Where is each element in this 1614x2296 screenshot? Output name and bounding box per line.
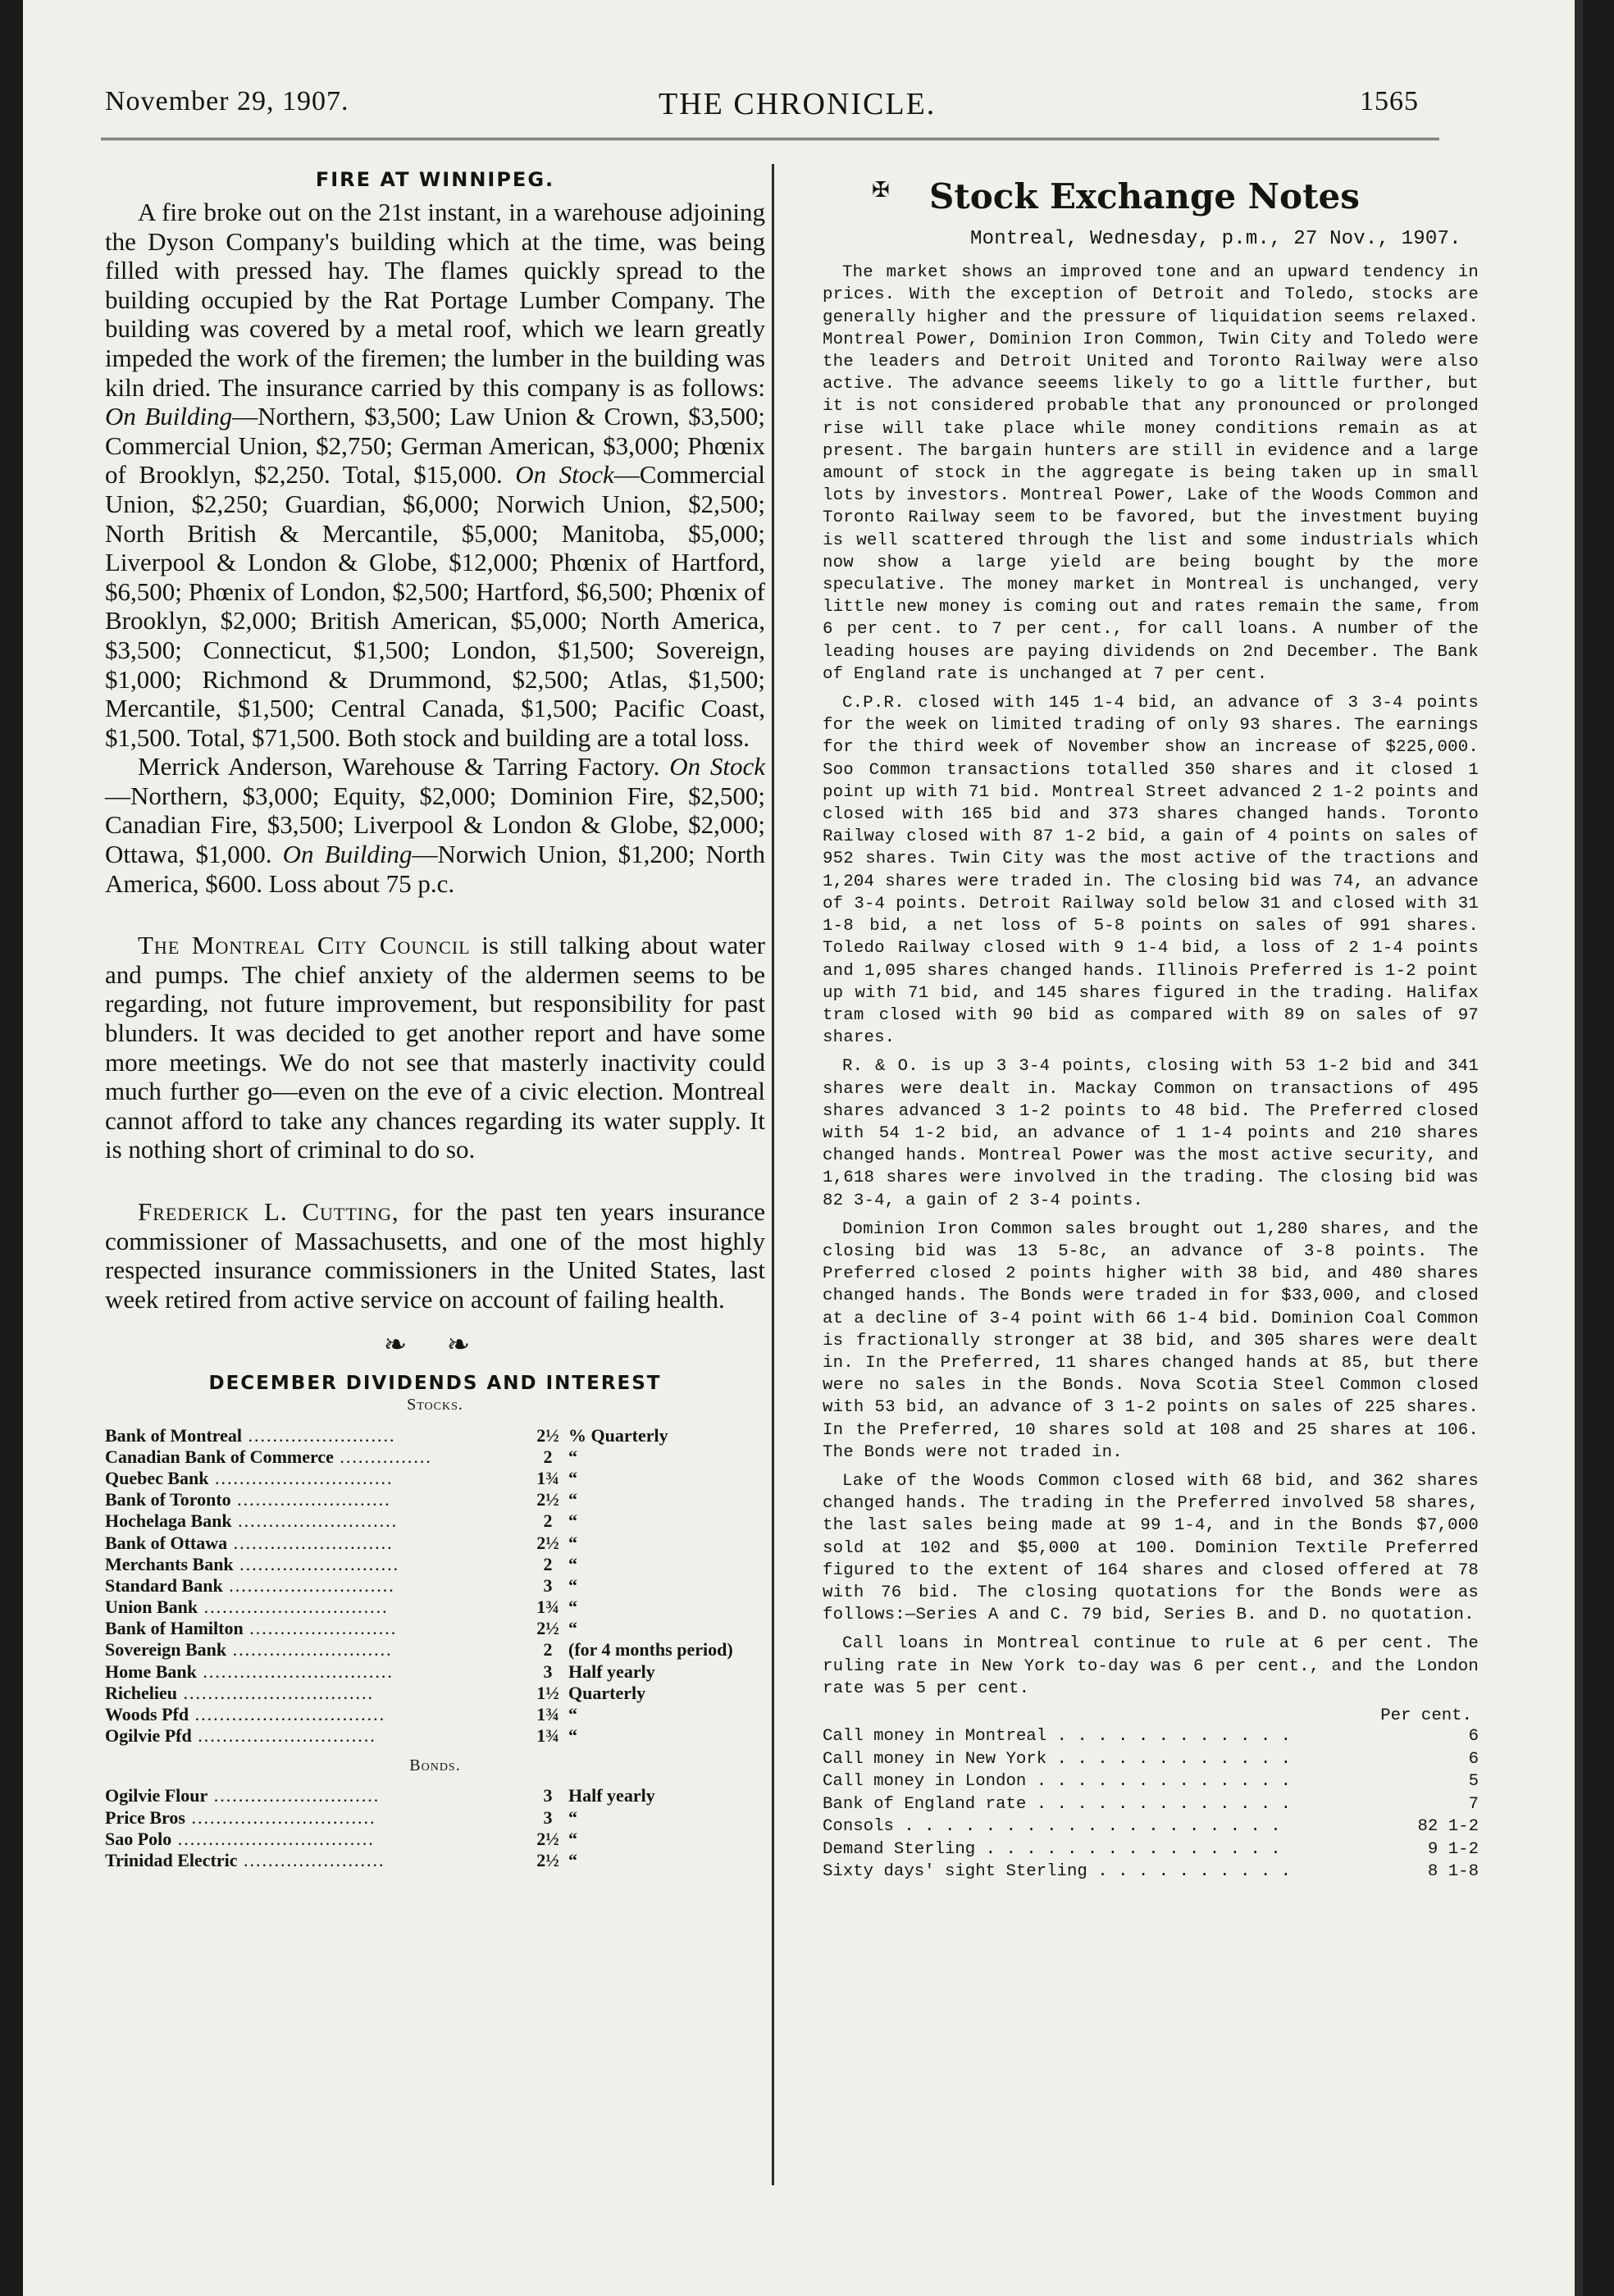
dividend-rate: 1¾ <box>536 1467 559 1488</box>
dividend-name-cell <box>105 1446 527 1468</box>
leader-dots: .............................. <box>198 1597 389 1618</box>
sx-paragraph: The market shows an improved tone and an upward tendency in prices. With the exception of Detroit and Toledo, stocks are generally higher and the pressure of liquidation seems relaxed. Montreal Power, Dominion Iron Common, Twin City and Toledo were the leaders and Detroit United and Toronto Railway were also active. The advance seeems likely to go a little further, but it is not considered probable that any pronounced or prolonged rise will take place while money conditions remain as at present. The bargain hunters are still in evidence and a large amount of stock in the aggregate is being taken up in small lots by investors. Montreal Power, Lake of the Woods Common and Toronto Railway seem to be favored, but the investment buying is well scattered through the list and some industrials which now show a large yield are being bought by the more speculative. The money market in Montreal is unchanged, very little new money is coming out and rates remain the same, from 6 per cent. to 7 per cent., for call loans. A number of the leading houses are paying dividends on 2nd December. The Bank of England rate is unchanged at 7 per cent. <box>823 263 1479 684</box>
dividend-row <box>105 1510 745 1532</box>
dividend-name-cell <box>105 1575 527 1597</box>
leader-dots: ........................... <box>222 1574 395 1596</box>
dividend-name-cell <box>105 1510 527 1532</box>
dividend-name: Ogilvie Pfd <box>105 1725 192 1747</box>
cutting-lead: Frederick L. Cutting, <box>138 1197 399 1226</box>
council-lead: The Montreal City Council <box>138 931 471 960</box>
leader-dots: ......................... <box>230 1489 391 1510</box>
dividend-name-cell <box>105 1618 527 1639</box>
stock-exchange-title: Stock Exchange Notes <box>929 176 1360 216</box>
dividend-name: Richelieu <box>105 1682 177 1703</box>
dividend-frequency: “ <box>568 1806 577 1828</box>
leader-dots: ................................ <box>171 1828 375 1849</box>
dividend-rate: 2½ <box>536 1532 559 1553</box>
stocks-dividends-table <box>105 1424 745 1747</box>
cutting-paragraph <box>105 1197 765 1314</box>
dividend-frequency: (for 4 months period) <box>568 1639 733 1660</box>
dividend-name: Home Bank <box>105 1660 197 1682</box>
dividend-row <box>105 1704 745 1725</box>
dividend-rate: 3 <box>543 1660 553 1682</box>
dividend-frequency: % Quarterly <box>568 1424 668 1446</box>
dividend-row <box>105 1489 745 1510</box>
bonds-subhead: Bonds. <box>409 1756 461 1775</box>
leader-dots: ............................... <box>177 1682 374 1703</box>
dividend-name: Merchants Bank <box>105 1553 234 1574</box>
rate-value: 5 <box>1468 1772 1479 1792</box>
fire-p1-a: A fire broke out on the 21st instant, in a warehouse adjoining the Dyson Company's building which at the time, was being filled with pressed hay. The flames quickly spread to the building occupied by the Rat Portage Lumber Company. The building was covered by a metal roof, which we learn greatly impeded the work of the firemen; the lumber in the building was kiln dried. The insurance carried by this company is as follows: <box>105 198 765 402</box>
dividend-name-cell <box>105 1806 527 1828</box>
dividend-name: Standard Bank <box>105 1574 223 1596</box>
fire-p1-b: —Northern, $3,500; Law Union & Crown, $3,500; Commercial Union, $2,750; German American, $3,000; Phœnix of Brooklyn, $2,250. Total, $15,000. <box>105 402 765 490</box>
dividend-name: Bank of Hamilton <box>105 1618 244 1639</box>
spacer <box>105 1164 765 1197</box>
dividend-name: Ogilvie Flour <box>105 1785 208 1806</box>
dividend-rate: 3 <box>543 1806 553 1828</box>
dividend-name: Woods Pfd <box>105 1704 189 1724</box>
dividend-frequency: “ <box>568 1446 577 1467</box>
dividend-row <box>105 1575 745 1597</box>
dividend-name: Bank of Ottawa <box>105 1532 228 1553</box>
dividend-name: Sao Polo <box>105 1828 172 1849</box>
fire-paragraph-1 <box>105 198 765 752</box>
sx-paragraph: Dominion Iron Common sales brought out 1,280 shares, and the closing bid was 13 5-8c, an advance of 3-8 points. The Preferred closed 2 points higher with 38 bid, and 480 shares changed hands. The Bonds were traded in for $33,000, and closed at a decline of 3-4 point with 66 1-4 bid. Dominion Coal Common is fractionally stronger at 38 bid, and 305 shares were dealt in. In the Preferred, 11 shares changed hands at 85, but there were no sales in the Bonds. Nova Scotia Steel Common closed with 53 bid, an advance of 3 1-2 points on sales of 225 shares. In the Preferred, 10 shares sold at 108 and 25 shares at 106. The Bonds were not traded in. <box>823 1219 1479 1462</box>
dividend-rate: 2 <box>543 1553 553 1574</box>
dividend-name-cell <box>105 1468 527 1489</box>
fire-on-building-1: On Building <box>105 402 233 431</box>
rate-row <box>823 1815 1479 1838</box>
dividend-row <box>105 1446 745 1468</box>
rate-value: 6 <box>1468 1749 1479 1769</box>
council-text: is still talking about water and pumps. The chief anxiety of the aldermen seems to be regarding, not future improvement, but responsibility for past blunders. It was decided to get another report and have some more meetings. We do not see that masterly inactivity could much further go—even on the eve of a civic election. Montreal cannot afford to take any chances regarding its water supply. It is nothing short of criminal to do so. <box>105 931 765 1164</box>
dividend-rate: 1¾ <box>536 1725 559 1747</box>
stock-exchange-body <box>823 262 1479 1700</box>
rate-value: 8 1-8 <box>1427 1862 1479 1882</box>
dividend-frequency: “ <box>568 1849 577 1870</box>
stocks-subhead: Stocks. <box>407 1396 463 1414</box>
dividend-name: Price Bros <box>105 1806 185 1828</box>
dividend-row <box>105 1683 745 1704</box>
rate-label-cell <box>823 1815 1397 1838</box>
dividend-rate: 1¾ <box>536 1597 559 1618</box>
dividend-rate: 2½ <box>536 1618 559 1639</box>
dividend-row <box>105 1532 745 1553</box>
leader-dots: . . . . . . . . . . <box>1087 1862 1292 1882</box>
left-column <box>105 168 765 1871</box>
rate-row <box>823 1725 1479 1748</box>
dividend-name-cell <box>105 1850 527 1871</box>
leader-dots: ............................. <box>191 1725 376 1747</box>
dividend-row <box>105 1725 745 1747</box>
dividend-row <box>105 1424 745 1446</box>
issue-date: November 29, 1907. <box>105 86 349 116</box>
page-edge <box>1575 0 1583 2296</box>
dividend-rate: 2½ <box>536 1489 559 1510</box>
rate-label: Consols <box>823 1817 894 1837</box>
rate-row <box>823 1748 1479 1771</box>
dividend-name: Bank of Montreal <box>105 1424 243 1446</box>
dividend-name: Trinidad Electric <box>105 1849 238 1870</box>
leader-dots: . . . . . . . . . . . . . . . <box>975 1839 1281 1859</box>
dividend-name-cell <box>105 1683 527 1704</box>
council-article <box>105 931 765 1164</box>
leader-dots: ............................... <box>189 1704 386 1724</box>
fire-on-stock-2: On Stock <box>669 752 766 781</box>
dividend-name-cell <box>105 1660 527 1682</box>
newspaper-page <box>23 0 1583 2296</box>
leader-dots: . . . . . . . . . . . . . . . . . . . <box>893 1817 1281 1837</box>
rates-header: Per cent. <box>1380 1706 1472 1725</box>
leader-dots: .......................... <box>233 1553 400 1574</box>
dividend-rate: 1½ <box>536 1682 559 1703</box>
dividend-name: Hochelaga Bank <box>105 1510 232 1532</box>
rate-label-cell <box>823 1770 1397 1793</box>
leader-dots: ............................... <box>196 1660 394 1682</box>
ornament-icon: ✠ <box>872 178 890 202</box>
dividend-name-cell <box>105 1489 527 1510</box>
dividend-row <box>105 1468 745 1489</box>
dividend-frequency: “ <box>568 1725 577 1747</box>
dividend-name: Sovereign Bank <box>105 1639 227 1660</box>
sx-paragraph: R. & O. is up 3 3-4 points, closing with 53 1-2 bid and 341 shares were dealt in. Mackay Common on transactions of 495 shares advanced 3 1-2 points to 48 bid. The Preferred closed with 54 1-2 bid, an advance of 1 1-4 points and 210 shares changed hands. Montreal Power was the most active security, and 1,618 shares were involved in the trading. The closing bid was 82 3-4, a gain of 2 3-4 points. <box>823 1057 1479 1210</box>
rate-value: 6 <box>1468 1727 1479 1747</box>
dividend-name-cell <box>105 1424 527 1446</box>
cutting-text: for the past ten years insurance commissioner of Massachusetts, and one of the most highly respected insurance commissioners in the United States, last week retired from active service on account of failing health. <box>105 1197 765 1314</box>
bonds-interest-table <box>105 1785 745 1871</box>
fire-p2-a: Merrick Anderson, Warehouse & Tarring Factory. <box>138 752 660 781</box>
publication-title: THE CHRONICLE. <box>659 87 937 121</box>
dividend-row <box>105 1806 745 1828</box>
sx-paragraph: Call loans in Montreal continue to rule at 6 per cent. The ruling rate in New York to-day was 6 per cent., and the London rate was 5 per cent. <box>823 1634 1479 1698</box>
rate-label: Call money in London <box>823 1772 1027 1792</box>
dividend-frequency: “ <box>568 1574 577 1596</box>
dividends-title: DECEMBER DIVIDENDS AND INTEREST <box>208 1373 662 1395</box>
rate-row <box>823 1770 1479 1793</box>
dividend-row <box>105 1554 745 1575</box>
leader-dots: .......................... <box>226 1639 393 1660</box>
leader-dots: ............................. <box>208 1467 394 1488</box>
dividend-rate: 3 <box>543 1574 553 1596</box>
leader-dots: . . . . . . . . . . . . . <box>1026 1794 1292 1814</box>
dividend-rate: 2½ <box>536 1849 559 1870</box>
dividend-name-cell <box>105 1597 527 1618</box>
fire-article-body <box>105 198 765 898</box>
dividend-rate: 3 <box>543 1785 553 1806</box>
rate-label: Bank of England rate <box>823 1794 1027 1814</box>
rate-row <box>823 1861 1479 1884</box>
fire-on-building-2: On Building <box>282 840 413 869</box>
page-number: 1565 <box>1360 86 1419 116</box>
stock-exchange-dateline: Montreal, Wednesday, p.m., 27 Nov., 1907. <box>970 228 1461 250</box>
dividend-row <box>105 1660 745 1682</box>
sx-paragraph: C.P.R. closed with 145 1-4 bid, an advance of 3 3-4 points for the week on limited trading of only 93 shares. The earnings for the third week of November show an increase of $225,000. Soo Common transactions totalled 350 shares and it closed 1 point up with 71 bid. Montreal Street advanced 2 1-2 points and closed with 165 bid and 373 shares changed hands. Toronto Railway closed with 87 1-2 bid, a gain of 4 points on sales of 952 shares. Twin City was the most active of the tractions and 1,204 shares were traded in. The closing bid was 74, an advance of 3-4 points. Detroit Railway sold below 31 and closed with 31 1-8 bid, a net loss of 5-8 points on sales of 991 shares. Toledo Railway closed with 9 1-4 bid, a loss of 2 1-4 points and 1,095 shares changed hands. Illinois Preferred is 1-2 point up with 71 bid, and 145 shares figured in the trading. Halifax tram closed with 90 bid as compared with 89 on sales of 97 shares. <box>823 694 1479 1048</box>
leader-dots: ............... <box>333 1446 432 1467</box>
dividend-frequency: “ <box>568 1467 577 1488</box>
dividend-rate: 2½ <box>536 1424 559 1446</box>
dividend-name: Bank of Toronto <box>105 1489 231 1510</box>
dividend-row <box>105 1829 745 1850</box>
leader-dots: .......................... <box>227 1532 394 1553</box>
leader-dots: . . . . . . . . . . . . . <box>1026 1772 1292 1792</box>
dividend-name-cell <box>105 1639 527 1660</box>
dividend-frequency: “ <box>568 1553 577 1574</box>
leader-dots: . . . . . . . . . . . . <box>1046 1749 1292 1769</box>
dividend-rate: 2 <box>543 1446 553 1467</box>
dividend-name: Quebec Bank <box>105 1467 209 1488</box>
cutting-article <box>105 1197 765 1314</box>
fire-paragraph-2 <box>105 752 765 898</box>
dividend-rate: 2½ <box>536 1828 559 1849</box>
dividend-rate: 2 <box>543 1639 553 1660</box>
rate-label-cell <box>823 1838 1397 1861</box>
dividend-rate: 1¾ <box>536 1704 559 1724</box>
dividend-name: Union Bank <box>105 1597 198 1618</box>
dividend-row <box>105 1639 745 1660</box>
rate-label: Call money in New York <box>823 1749 1047 1769</box>
dividend-frequency: “ <box>568 1532 577 1553</box>
rate-row <box>823 1838 1479 1861</box>
dividend-frequency: Half yearly <box>568 1660 655 1682</box>
rate-value: 9 1-2 <box>1427 1839 1479 1859</box>
leader-dots: . . . . . . . . . . . . <box>1046 1727 1292 1747</box>
dividend-name-cell <box>105 1785 527 1806</box>
dividend-frequency: “ <box>568 1828 577 1849</box>
leader-dots: ........................ <box>242 1424 396 1446</box>
rate-label: Demand Sterling <box>823 1839 976 1859</box>
leader-dots: .......................... <box>231 1510 399 1532</box>
dividend-name-cell <box>105 1704 527 1725</box>
fire-on-stock-1: On Stock <box>515 460 614 490</box>
dividend-frequency: “ <box>568 1489 577 1510</box>
dividend-frequency: “ <box>568 1704 577 1724</box>
fire-article-title: FIRE AT WINNIPEG. <box>315 168 555 191</box>
dividend-name-cell <box>105 1532 527 1553</box>
sx-paragraph: Lake of the Woods Common closed with 68 bid, and 362 shares changed hands. The trading in the Preferred involved 58 shares, the last sales being made at 99 1-4, and in the Bonds $7,000 sold at 102 and $5,000 at 100. Dominion Textile Preferred figured to the extent of 164 shares and closed offered at 78 with 76 bid. The closing quotations for the Bonds were as follows:—Series A and C. 79 bid, Series B. and D. no quotation. <box>823 1471 1479 1625</box>
rate-label-cell <box>823 1748 1397 1771</box>
dividend-rate: 2 <box>543 1510 553 1532</box>
council-paragraph <box>105 931 765 1164</box>
dividend-frequency: “ <box>568 1618 577 1639</box>
dividend-row <box>105 1785 745 1806</box>
fire-p1-c: —Commercial Union, $2,250; Guardian, $6,000; Norwich Union, $2,500; North British & Mercantile, $5,000; Manitoba, $5,000; Liverpool & London & Globe, $12,000; Phœnix of Hartford, $6,500; Phœnix of London, $2,500; Hartford, $6,500; Phœnix of Brooklyn, $2,000; British American, $5,000; North America, $3,500; Connecticut, $1,500; London, $1,500; Sovereign, $1,000; Richmond & Drummond, $2,500; Atlas, $1,500; Mercantile, $1,500; Central Canada, $1,500; Pacific Coast, $1,500. Total, $71,500. Both stock and building are a total loss. <box>105 460 765 752</box>
leader-dots: ........................ <box>243 1618 398 1639</box>
leader-dots: .............................. <box>185 1806 376 1828</box>
rate-label-cell <box>823 1861 1397 1884</box>
rate-value: 82 1-2 <box>1417 1817 1479 1837</box>
leader-dots: ........................... <box>207 1785 381 1806</box>
dividend-name-cell <box>105 1829 527 1850</box>
dividend-name: Canadian Bank of Commerce <box>105 1446 334 1467</box>
dividend-name-cell <box>105 1554 527 1575</box>
dividend-frequency: Half yearly <box>568 1785 655 1806</box>
right-column <box>823 168 1479 1884</box>
dividend-frequency: “ <box>568 1510 577 1532</box>
dividend-name-cell <box>105 1725 527 1747</box>
rate-row <box>823 1793 1479 1816</box>
header-rule <box>101 138 1439 144</box>
dividend-row <box>105 1618 745 1639</box>
dividend-row <box>105 1597 745 1618</box>
dividend-row <box>105 1850 745 1871</box>
money-rates-table <box>823 1725 1479 1884</box>
spacer <box>105 898 765 931</box>
rate-label: Call money in Montreal <box>823 1727 1047 1747</box>
ornament-icon: ❧ ❧ <box>383 1330 487 1361</box>
rate-label-cell <box>823 1793 1397 1816</box>
dividend-frequency: Quarterly <box>568 1682 646 1703</box>
dividend-frequency: “ <box>568 1597 577 1618</box>
fire-p2-b: —Northern, $3,000; Equity, $2,000; Dominion Fire, $2,500; Canadian Fire, $3,500; Liverpool & London & Globe, $2,000; Ottawa, $1,000. <box>105 781 765 869</box>
rate-value: 7 <box>1468 1794 1479 1814</box>
leader-dots: ....................... <box>237 1849 385 1870</box>
rate-label-cell <box>823 1725 1397 1748</box>
column-rule <box>772 164 774 2185</box>
fire-p2-c: —Norwich Union, $1,200; North America, $600. Loss about 75 p.c. <box>105 840 766 898</box>
rate-label: Sixty days' sight Sterling <box>823 1862 1087 1882</box>
